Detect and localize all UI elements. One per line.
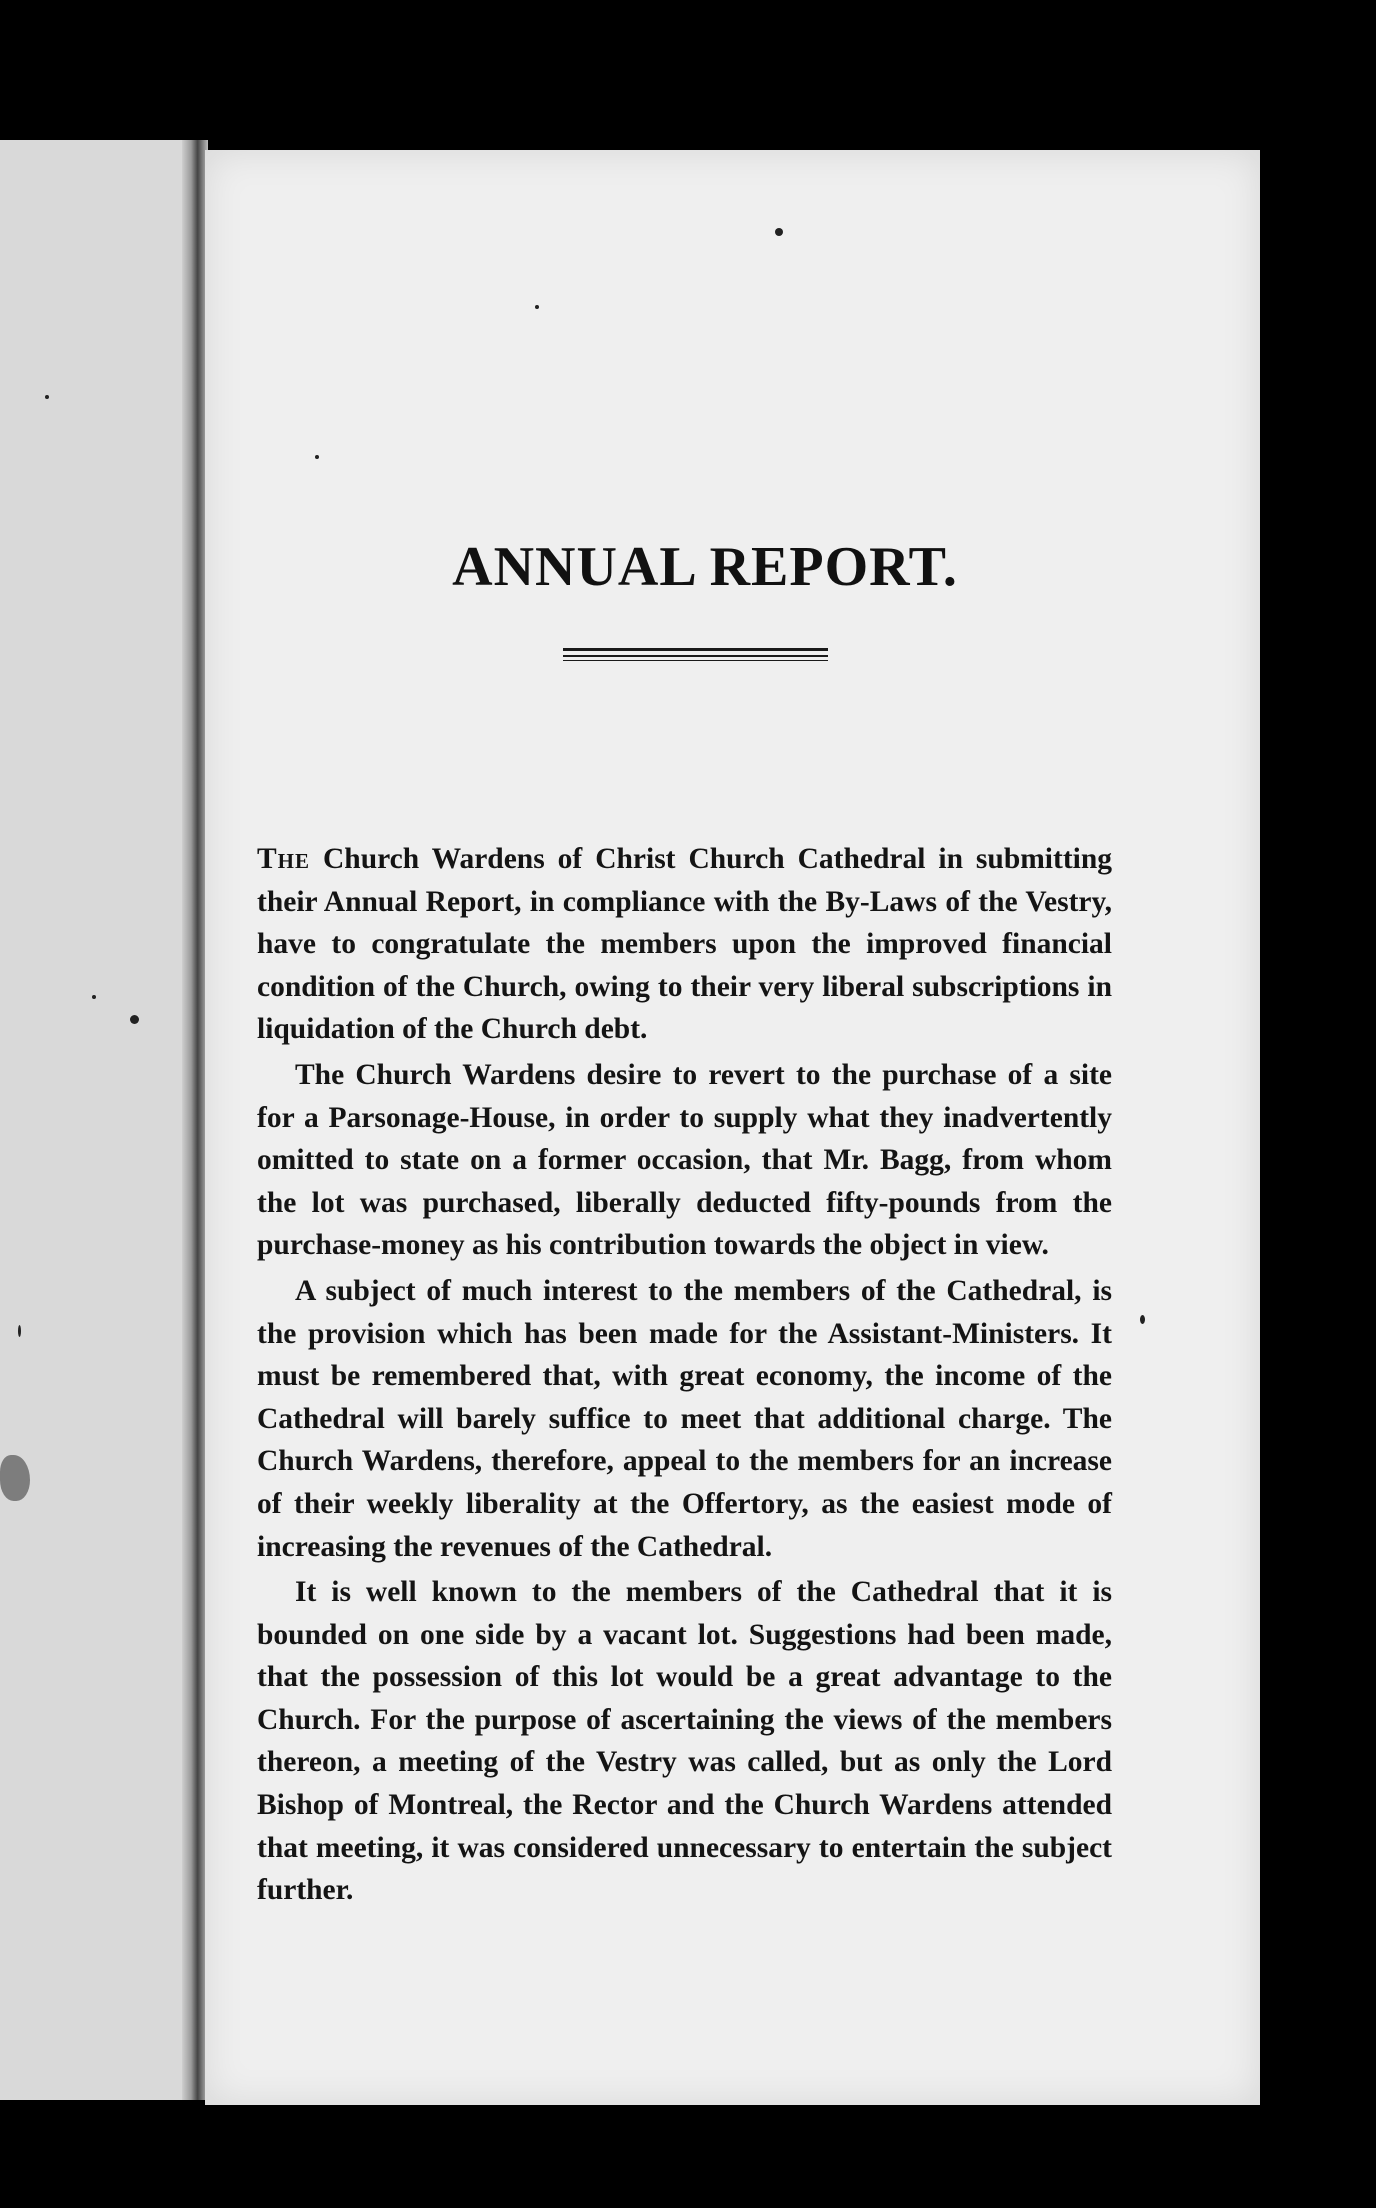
paper-speck xyxy=(1140,1315,1145,1324)
lead-word: The xyxy=(257,843,311,875)
paper-speck xyxy=(45,395,49,399)
paper-speck xyxy=(92,995,96,999)
facing-page-edge xyxy=(0,140,205,2100)
paragraph-text: Church Wardens of Christ Church Cathedral in submitting their Annual Report, in compliance with the By-Laws of the Vestry, have to congratulate the members upon the improved financial condition of the Church, owing to their very liberal subscriptions in liquidation of the Church debt. xyxy=(257,843,1112,1046)
title-rule xyxy=(563,655,828,657)
paragraph: It is well known to the members of the Cathedral that it is bounded on one side by a vacant lot. Suggestions had been made, that the possession of this lot would be a great advantage to the Church. For the purpose of ascertaining the views of the members thereon, a meeting of the Vestry was called, but as only the Lord Bishop of Montreal, the Rector and the Church Wardens attended that meeting, it was considered unnecessary to entertain the subject further. xyxy=(257,1576,1112,1907)
title-rule xyxy=(563,648,828,651)
paper-speck xyxy=(18,1325,21,1337)
title-rule xyxy=(563,660,828,661)
paragraph: A subject of much interest to the members of the Cathedral, is the provision which has been made for the Assistant-Ministers. It must be remembered that, with great economy, the income of the Cathedral will barely suffice to meet that additional charge. The Church Wardens, therefore, appeal to the members for an increase of their weekly liberality at the Offertory, as the easiest mode of increasing the revenues of the Cathedral. xyxy=(257,1274,1112,1563)
document-page xyxy=(205,150,1260,2105)
report-body xyxy=(257,838,1112,1915)
paper-speck xyxy=(535,305,539,309)
paper-speck xyxy=(315,455,319,459)
paragraph xyxy=(257,838,1112,1051)
paper-speck xyxy=(130,1015,139,1024)
paper-speck xyxy=(775,228,783,236)
paragraph: The Church Wardens desire to revert to the purchase of a site for a Parsonage-House, in order to supply what they inadvertently omitted to state on a former occasion, that Mr. Bagg, from whom the lot was purchased, liberally deducted fifty-pounds from the purchase-money as his contribution towards the object in view. xyxy=(257,1058,1112,1262)
ink-blot xyxy=(0,1455,30,1501)
page-title: ANNUAL REPORT. xyxy=(452,536,958,598)
